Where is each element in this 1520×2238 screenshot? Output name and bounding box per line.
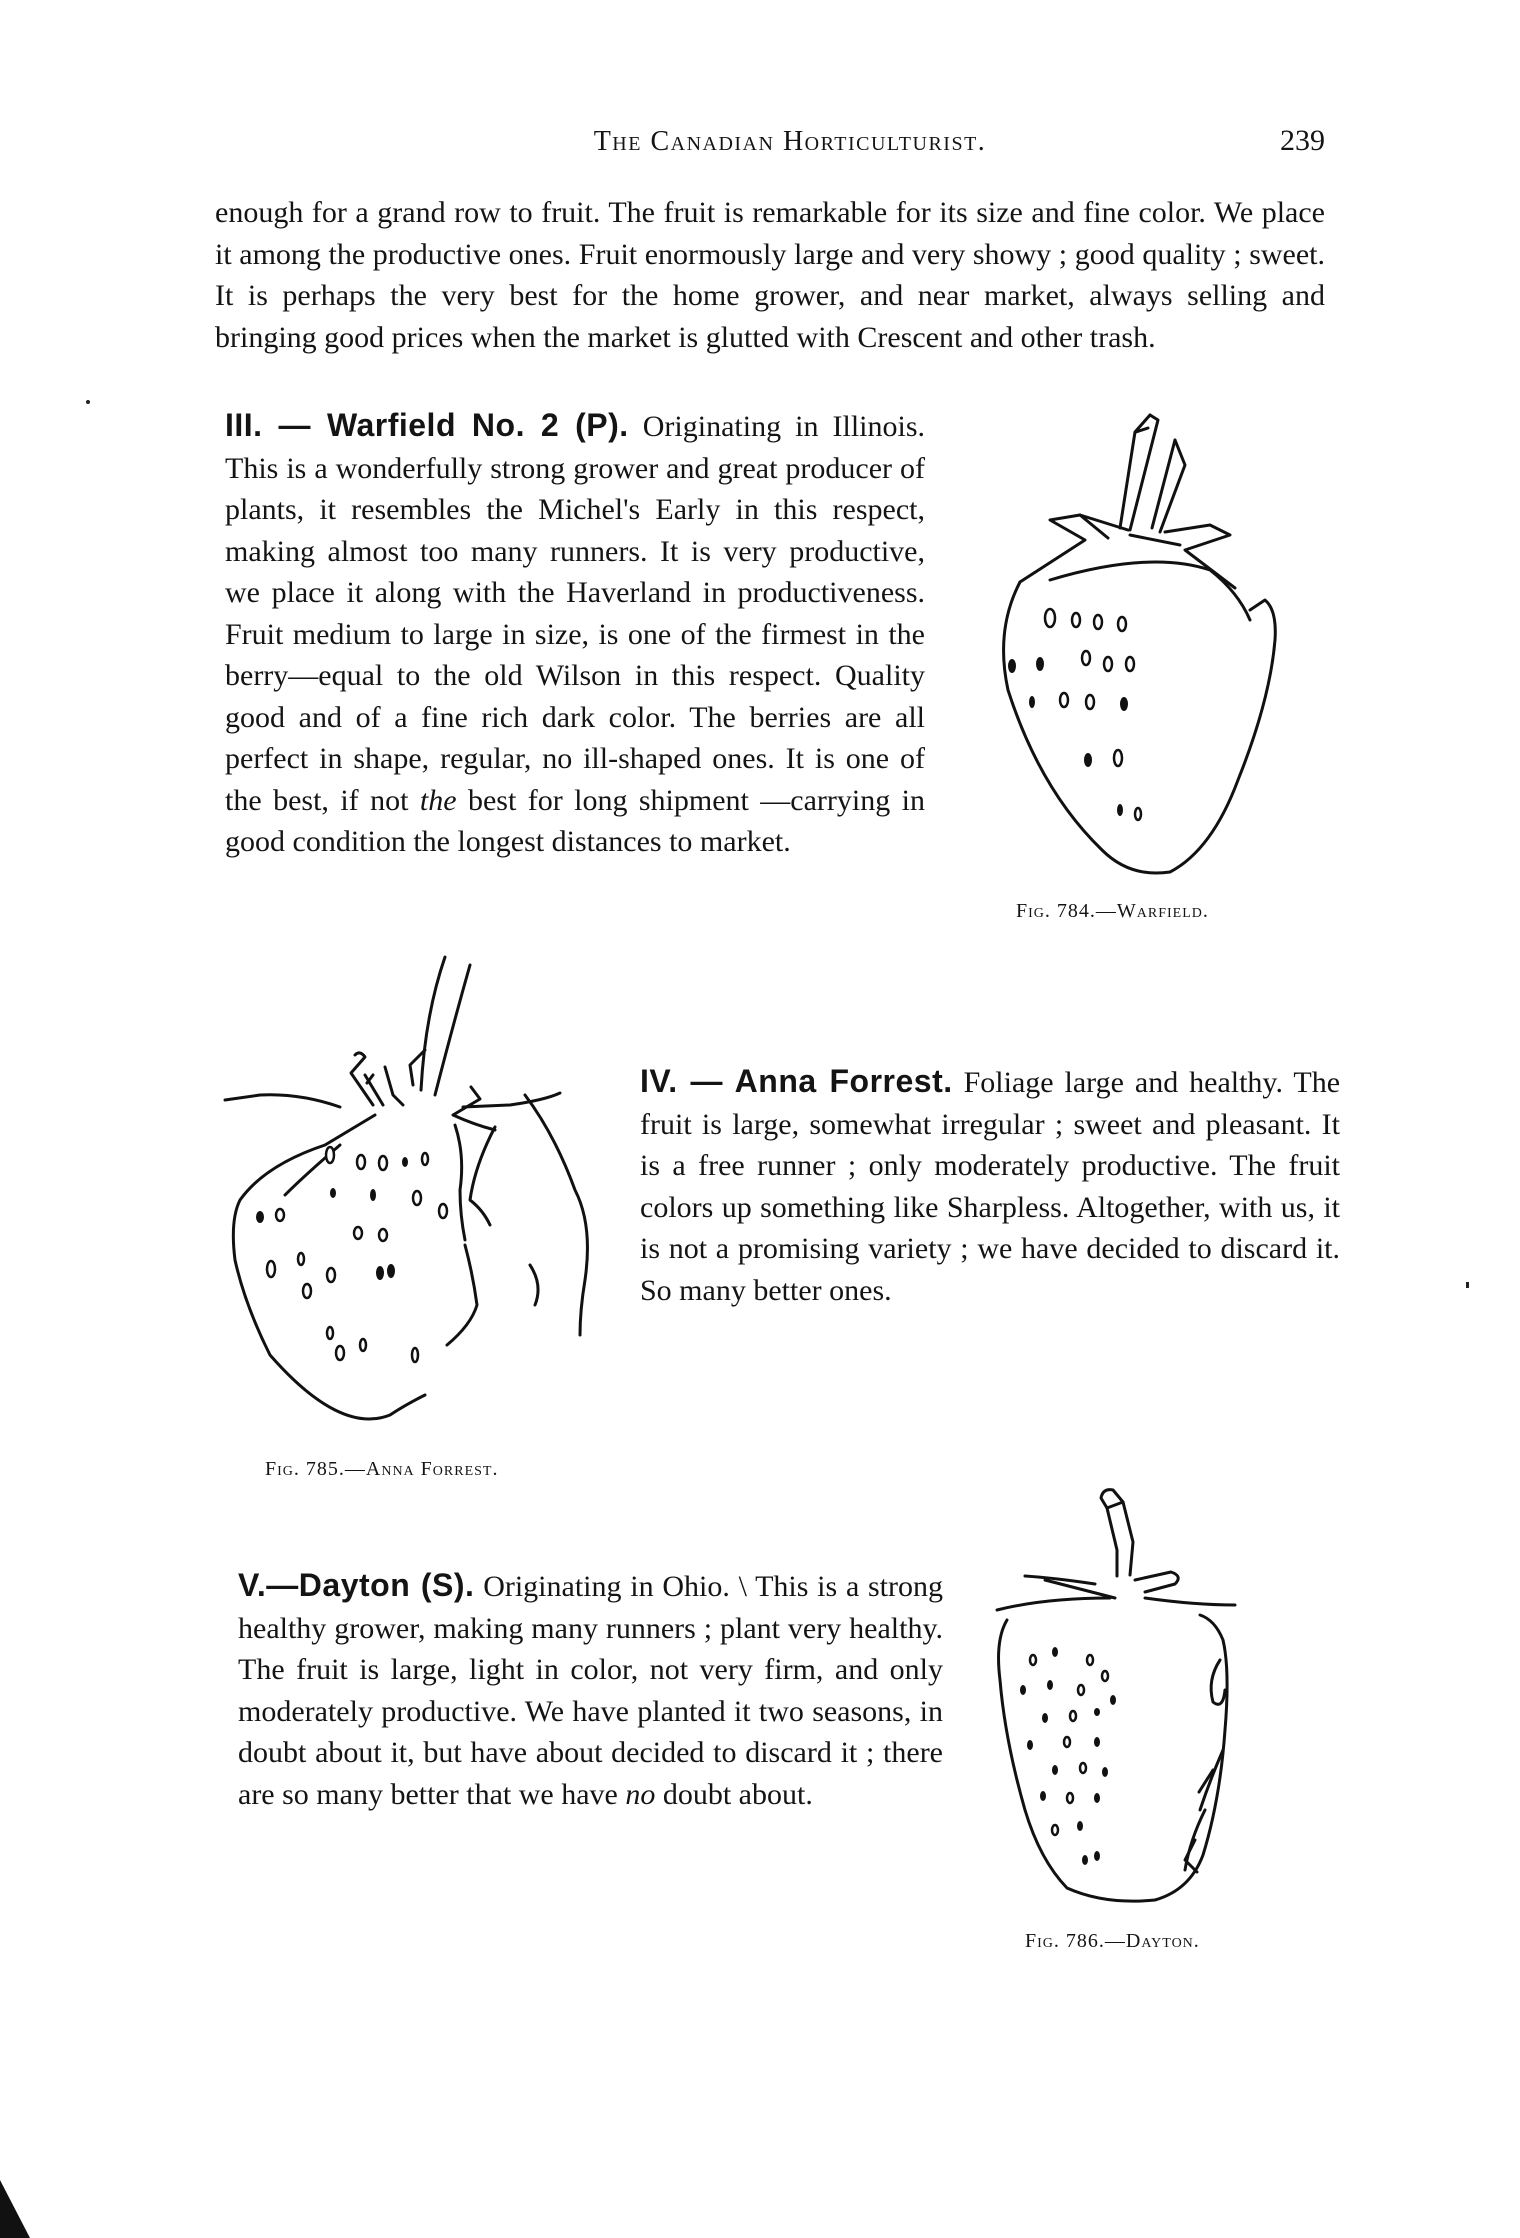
- intro-paragraph: enough for a grand row to fruit. The fruit is remarkable for its size and fine color. We place it among the productive ones. Fruit enormously large and very showy ; good quality ; sweet. It is perhaps the very best for the home grower, and near market, always selling and bringing good prices when the market is glutted with Crescent and other trash.: [215, 196, 1325, 354]
- figure-anna-forrest-strawberry: [225, 955, 625, 1455]
- section-heading-anna-forrest: IV. — Anna Forrest.: [640, 1063, 953, 1099]
- section-heading-dayton: V.—Dayton (S).: [238, 1567, 475, 1603]
- section-warfield: [225, 405, 925, 863]
- page-number: 239: [1280, 124, 1325, 157]
- figure-caption-warfield: Fig. 784.—Warfield.: [1016, 900, 1209, 922]
- section-dayton: [238, 1565, 943, 1815]
- figure-dayton-strawberry: [985, 1480, 1315, 1930]
- warfield-emphasis: the: [419, 783, 457, 817]
- figure-caption-anna-forrest: Fig. 785.—Anna Forrest.: [265, 1458, 499, 1480]
- anna-forrest-text: Foliage large and healthy. The fruit is large, somewhat irregular ; sweet and pleasant. It is a free runner ; only moderately productive. The fruit colors up something like Sharpless. Altogether, with us, it is not a promising variety ; we have decided to discard it. So many better ones.: [640, 1066, 1341, 1307]
- dayton-text-part1: Originating in Ohio. \ This is a strong healthy grower, making many runners ; plant very healthy. The fruit is large, light in color, not very firm, and only moderately productive. We have planted it two seasons, in doubt about it, but have about decided to discard it ; there are so many better that we have: [238, 1570, 943, 1811]
- page-corner-shadow: [0, 2180, 30, 2238]
- warfield-text-part2: best for long shipment —carrying in good condition the longest distances to market.: [225, 783, 926, 858]
- warfield-text-part1: Originating in Illinois. This is a wonderfully strong grower and great producer of plants, it resembles the Michel's Early in this respect, making almost too many runners. It is very productive, we place it along with the Haverland in productiveness. Fruit medium to large in size, is one of the firmest in the berry—equal to the old Wilson in this respect. Quality good and of a fine rich dark color. The berries are all perfect in shape, regular, no ill-shaped ones. It is one of the best, if not: [225, 410, 926, 817]
- running-header-title: The Canadian Horticulturist.: [593, 126, 987, 157]
- print-speck: [1466, 1282, 1469, 1288]
- figure-warfield-strawberry: [980, 410, 1310, 900]
- dayton-text-part2: doubt about.: [662, 1777, 813, 1811]
- figure-caption-dayton: Fig. 786.—Dayton.: [1025, 1930, 1200, 1952]
- section-heading-warfield: III. — Warfield No. 2 (P).: [225, 407, 629, 443]
- print-speck: [86, 400, 90, 404]
- section-anna-forrest: [640, 1061, 1340, 1311]
- dayton-emphasis: no: [625, 1777, 656, 1811]
